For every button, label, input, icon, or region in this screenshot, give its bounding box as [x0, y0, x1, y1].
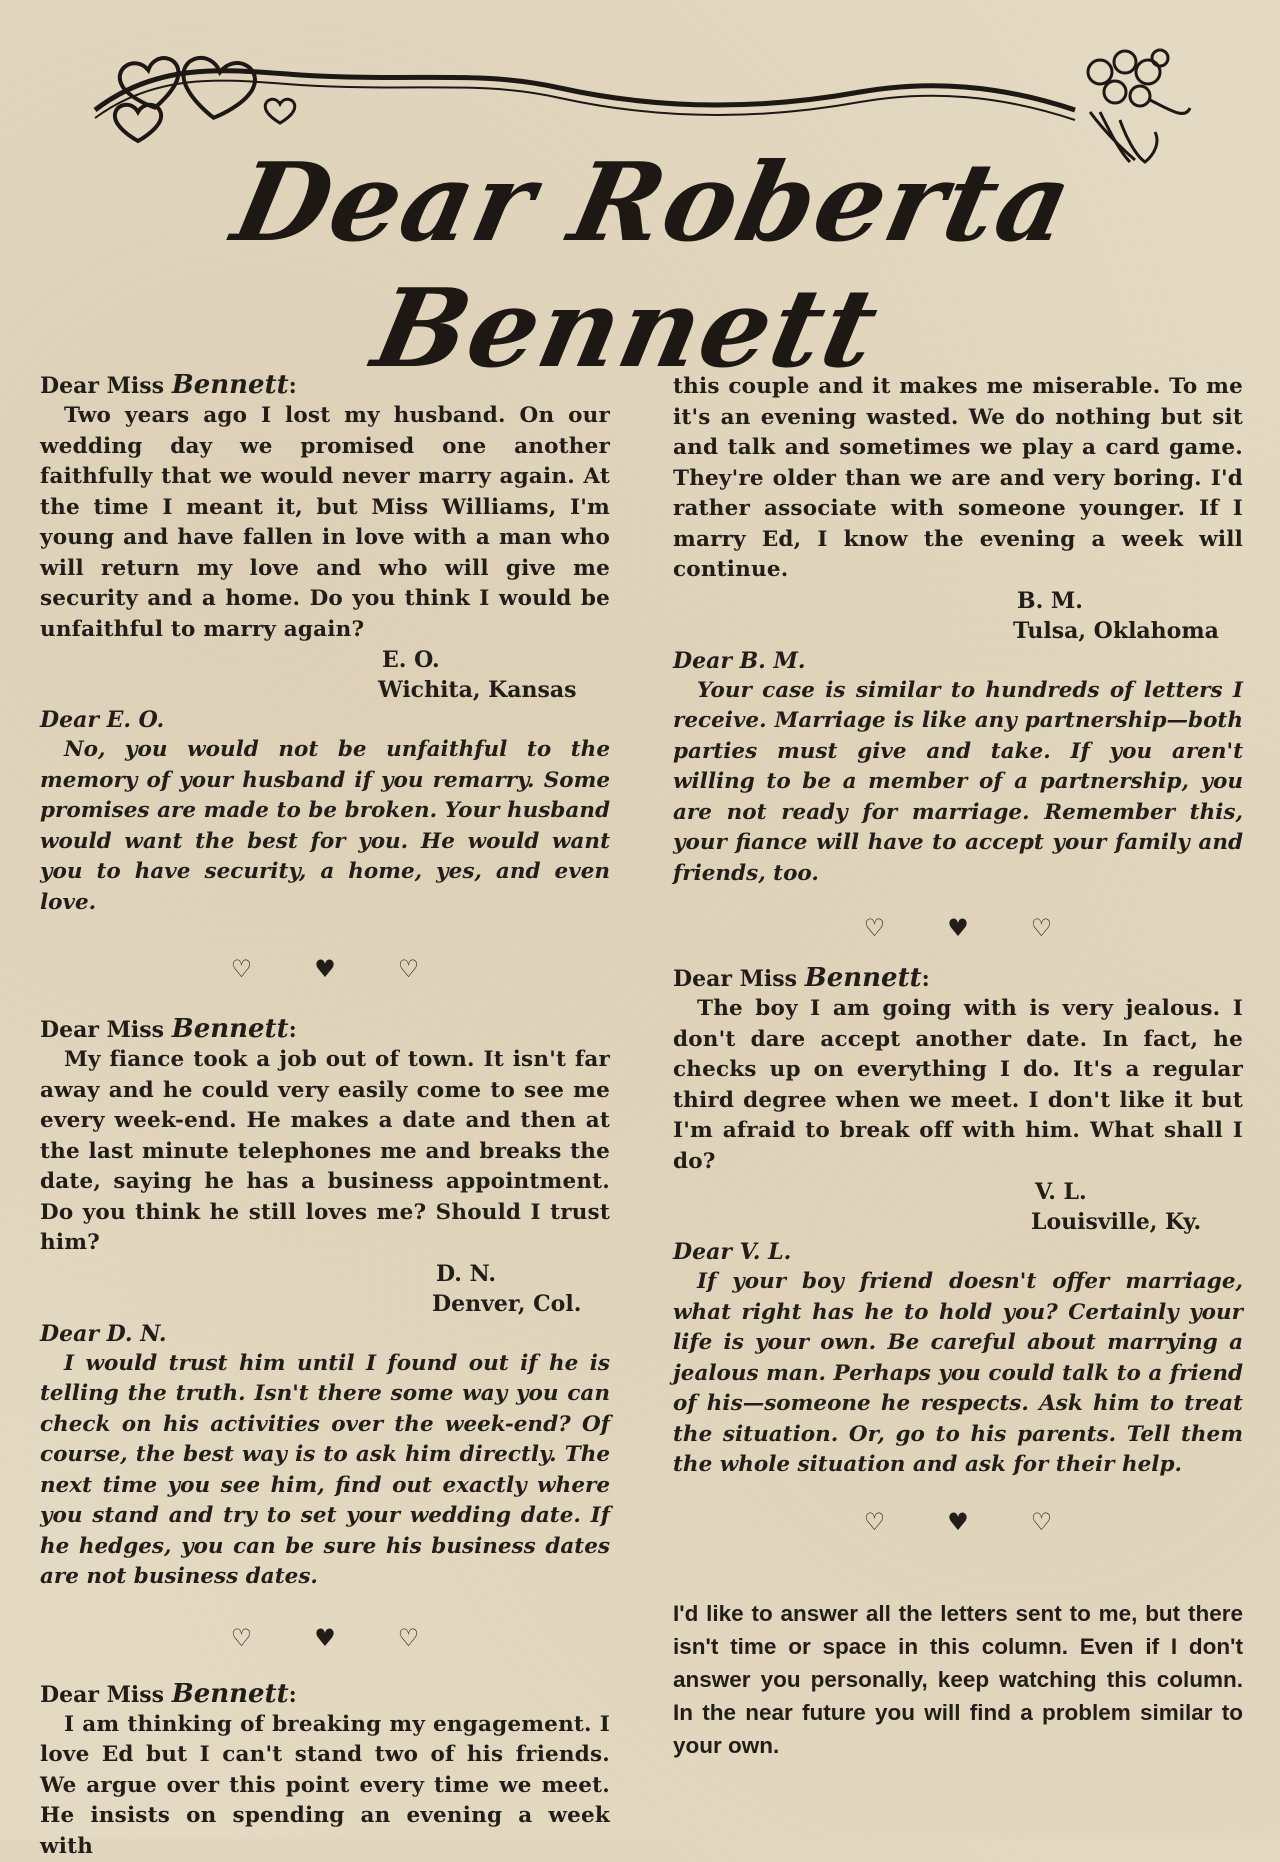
page-title: Dear Roberta Bennett	[0, 140, 1280, 392]
left-column	[40, 370, 610, 1862]
heart-icon	[115, 105, 161, 141]
hollow-heart-icon: ♡	[1031, 1507, 1053, 1537]
heart-divider	[673, 1507, 1243, 1537]
letter-body: I am thinking of breaking my engagement. I love Ed but I can't stand two of his friends. We argue over this point every time we meet. He insists on spending an evening a week with	[40, 1710, 610, 1862]
reply-salutation: Dear D. N.	[40, 1319, 610, 1349]
letter-signature: E. O. Wichita, Kansas	[40, 645, 610, 705]
letter-body: My fiance took a job out of town. It isn't far away and he could very easily come to see me every week-end. He makes a date and then at the last minute telephones me and breaks the date, saying he has a business appointment. Do you think he still loves me? Should I trust him?	[40, 1045, 610, 1259]
letter-body-continued: this couple and it makes me miserable. To me it's an evening wasted. We do nothing but sit and talk and sometimes we play a card game. They're older than we are and very boring. I'd rather associate with someone younger. If I marry Ed, I know the evening a week will continue.	[673, 372, 1243, 586]
solid-heart-icon: ♥	[314, 954, 336, 984]
heart-divider	[673, 913, 1243, 943]
reply-body: I would trust him until I found out if he is telling the truth. Isn't there some way you can check on his activities over the week-end? Of course, the best way is to ask him directly. The next time you see him, find out exactly where you stand and try to set your wedding date. If he hedges, you can be sure his business dates are not business dates.	[40, 1349, 610, 1593]
hollow-heart-icon: ♡	[864, 1507, 886, 1537]
signature-bennett: Bennett	[172, 370, 289, 400]
letter-body: Two years ago I lost my husband. On our wedding day we promised one another faithfully that we would never marry again. At the time I meant it, but Miss Williams, I'm young and have fallen in love with a man who will return my love and who will give me security and a home. Do you think I would be unfaithful to marry again?	[40, 401, 610, 645]
reply-salutation: Dear E. O.	[40, 705, 610, 735]
signature-bennett: Bennett	[172, 1679, 289, 1709]
reply-body: If your boy friend doesn't offer marriage, what right has he to hold you? Certainly your life is your own. Be careful about marrying a jealous man. Perhaps you could talk to a friend of his—someone he respects. Ask him to treat the situation. Or, go to his parents. Tell them the whole situation and ask for their help.	[673, 1267, 1243, 1481]
heart-divider	[40, 954, 610, 984]
letter-salutation: Dear Miss Bennett:	[673, 963, 1243, 994]
letter-signature: B. M. Tulsa, Oklahoma	[673, 586, 1243, 646]
heart-icon	[178, 56, 257, 123]
hollow-heart-icon: ♡	[231, 954, 253, 984]
letter-salutation: Dear Miss Bennett:	[40, 1679, 610, 1710]
closing-note: I'd like to answer all the letters sent to me, but there isn't time or space in this column. Even if I don't answer you personally, keep watching this column. In the near future you will find a problem similar to your own.	[673, 1597, 1243, 1762]
signature-bennett: Bennett	[172, 1014, 289, 1044]
right-column	[673, 372, 1243, 1762]
hollow-heart-icon: ♡	[1031, 913, 1053, 943]
heart-icon	[265, 99, 295, 123]
reply-body: No, you would not be unfaithful to the memory of your husband if you remarry. Some promises are made to be broken. Your husband would want the best for you. He would want you to have security, a home, yes, and even love.	[40, 735, 610, 918]
heart-divider	[40, 1623, 610, 1653]
signature-bennett: Bennett	[805, 963, 922, 993]
solid-heart-icon: ♥	[947, 913, 969, 943]
letter-signature: D. N. Denver, Col.	[40, 1259, 610, 1319]
reply-body: Your case is similar to hundreds of letters I receive. Marriage is like any partnership—both parties must give and take. If you aren't willing to be a member of a partnership, you are not ready for marriage. Remember this, your fiance will have to accept your family and friends, too.	[673, 676, 1243, 890]
solid-heart-icon: ♥	[314, 1623, 336, 1653]
letter-signature: V. L. Louisville, Ky.	[673, 1177, 1243, 1237]
reply-salutation: Dear V. L.	[673, 1237, 1243, 1267]
letter-salutation: Dear Miss Bennett:	[40, 370, 610, 401]
hollow-heart-icon: ♡	[231, 1623, 253, 1653]
letter-salutation: Dear Miss Bennett:	[40, 1014, 610, 1045]
reply-salutation: Dear B. M.	[673, 646, 1243, 676]
letter-body: The boy I am going with is very jealous. I don't dare accept another date. In fact, he checks up on everything I do. It's a regular third degree when we meet. I don't like it but I'm afraid to break off with him. What shall I do?	[673, 994, 1243, 1177]
hollow-heart-icon: ♡	[398, 1623, 420, 1653]
solid-heart-icon: ♥	[947, 1507, 969, 1537]
header	[0, 0, 1280, 320]
ribbon-line	[95, 71, 1075, 110]
hollow-heart-icon: ♡	[864, 913, 886, 943]
hollow-heart-icon: ♡	[398, 954, 420, 984]
